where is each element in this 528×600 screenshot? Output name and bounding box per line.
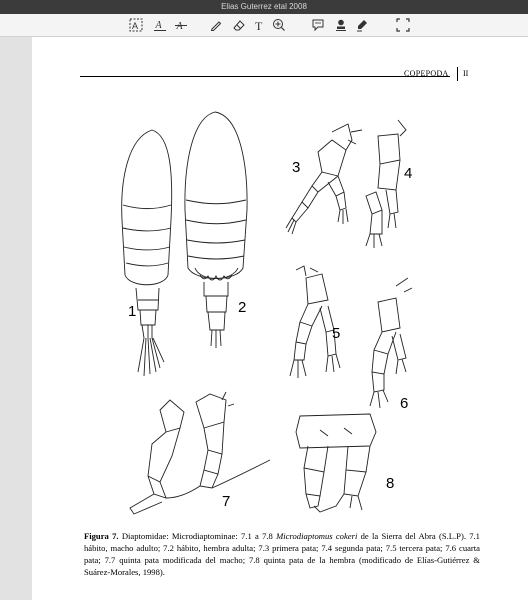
note-icon[interactable] bbox=[309, 16, 327, 34]
svg-text:A: A bbox=[155, 20, 162, 31]
pencil-icon[interactable] bbox=[207, 16, 225, 34]
panel-8-drawing bbox=[296, 414, 376, 512]
text-recognition-icon[interactable] bbox=[127, 16, 145, 34]
caption-text-1: Diaptomidae: Microdiaptominae bbox=[118, 531, 236, 541]
panel-label-7: 7 bbox=[222, 493, 231, 510]
section-title: COPEPODA bbox=[404, 69, 449, 78]
panel-1-drawing bbox=[122, 130, 172, 376]
panel-label-2: 2 bbox=[238, 299, 247, 316]
window-title: Elias Guterrez etal 2008 bbox=[0, 0, 528, 14]
header-separator bbox=[457, 67, 458, 81]
svg-text:A: A bbox=[176, 21, 183, 32]
caption-label: Figura 7. bbox=[84, 531, 119, 541]
text-underline-icon[interactable] bbox=[151, 16, 169, 34]
copepod-figure bbox=[100, 110, 430, 520]
figure-caption bbox=[84, 530, 480, 578]
panel-label-6: 6 bbox=[400, 395, 409, 412]
stamp-icon[interactable] bbox=[332, 16, 350, 34]
pen-signature-icon[interactable] bbox=[353, 16, 371, 34]
page-number: II bbox=[463, 69, 469, 78]
panel-label-8: 8 bbox=[386, 475, 395, 492]
panel-label-1: 1 bbox=[128, 303, 137, 320]
panel-3-drawing bbox=[286, 124, 362, 234]
panel-label-4: 4 bbox=[404, 165, 413, 182]
panel-label-3: 3 bbox=[292, 159, 301, 176]
text-strikethrough-icon[interactable] bbox=[172, 16, 190, 34]
caption-species: Microdiaptomus cokeri bbox=[276, 531, 358, 541]
running-header-rule bbox=[80, 76, 450, 77]
text-box-icon[interactable] bbox=[251, 16, 269, 34]
left-sidebar bbox=[0, 37, 32, 600]
caption-text-3: de la Sierra del Abra (S.L.P). 7.1 hábito, macho adulto; 7.2 hábito, hembra adulta; 7.3 primera pata; 7.4 segunda pata; 7.5 tercera pata; 7.6 cuarta pata; 7.7 quinta pata modificada del macho; 7.8 quinta pata de la hembra (modificado de Elías-Gutiérrez & Suárez-Morales, 1998). bbox=[84, 531, 480, 577]
eraser-icon[interactable] bbox=[230, 16, 248, 34]
annotation-toolbar bbox=[0, 14, 528, 37]
panel-5-drawing bbox=[290, 266, 340, 378]
caption-text-2: : 7.1 a 7.8 bbox=[235, 531, 277, 541]
panel-6-drawing bbox=[370, 278, 412, 408]
svg-text:A: A bbox=[132, 21, 139, 31]
panel-label-5: 5 bbox=[332, 325, 341, 342]
select-area-icon[interactable] bbox=[394, 16, 412, 34]
panel-4-drawing bbox=[366, 120, 406, 248]
svg-text:T: T bbox=[255, 19, 263, 32]
panel-7-drawing bbox=[130, 392, 270, 514]
add-text-icon[interactable] bbox=[270, 16, 288, 34]
